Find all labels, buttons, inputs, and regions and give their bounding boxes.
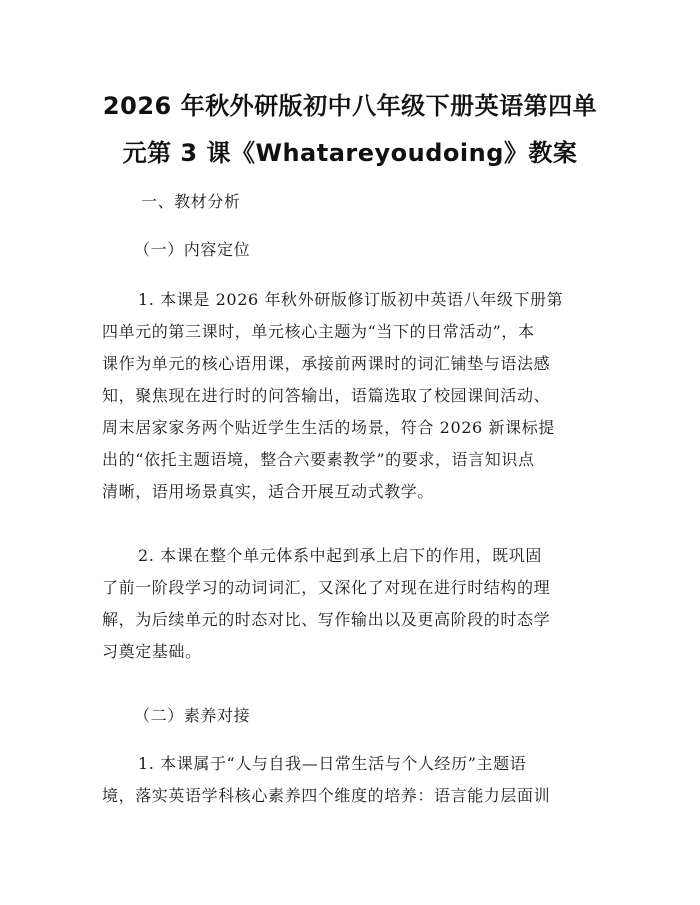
paragraph-line: 习奠定基础。 <box>102 642 202 661</box>
subheading-literacy-alignment: （二）素养对接 <box>134 706 251 725</box>
document-title-line-2: 元第 3 课《Whatareyoudoing》教案 <box>122 139 578 167</box>
paragraph-line: 2. 本课在整个单元体系中起到承上启下的作用，既巩固 <box>138 546 542 565</box>
paragraph-line: 了前一阶段学习的动词词汇，又深化了对现在进行时结构的理 <box>102 578 551 597</box>
paragraph-line: 课作为单元的核心语用课，承接前两课时的词汇铺垫与语法感 <box>102 354 551 373</box>
paragraph-line: 境，落实英语学科核心素养四个维度的培养：语言能力层面训 <box>102 786 551 805</box>
paragraph-line: 知，聚焦现在进行时的问答输出，语篇选取了校园课间活动、 <box>102 386 551 405</box>
subheading-content-positioning: （一）内容定位 <box>134 240 251 259</box>
paragraph-line: 解，为后续单元的时态对比、写作输出以及更高阶段的时态学 <box>102 610 551 629</box>
paragraph-line: 四单元的第三课时，单元核心主题为“当下的日常活动”，本 <box>102 322 535 341</box>
paragraph-line: 1. 本课属于“人与自我—日常生活与个人经历”主题语 <box>138 754 527 773</box>
paragraph-line: 清晰，语用场景真实，适合开展互动式教学。 <box>102 482 435 501</box>
paragraph-line: 出的“依托主题语境，整合六要素教学”的要求，语言知识点 <box>102 450 535 469</box>
document-title-line-1: 2026 年秋外研版初中八年级下册英语第四单 <box>102 92 598 120</box>
section-heading-teaching-material-analysis: 一、教材分析 <box>141 192 241 211</box>
paragraph-line: 1. 本课是 2026 年秋外研版修订版初中英语八年级下册第 <box>138 290 564 309</box>
paragraph-line: 周末居家家务两个贴近学生生活的场景，符合 2026 新课标提 <box>102 418 555 437</box>
